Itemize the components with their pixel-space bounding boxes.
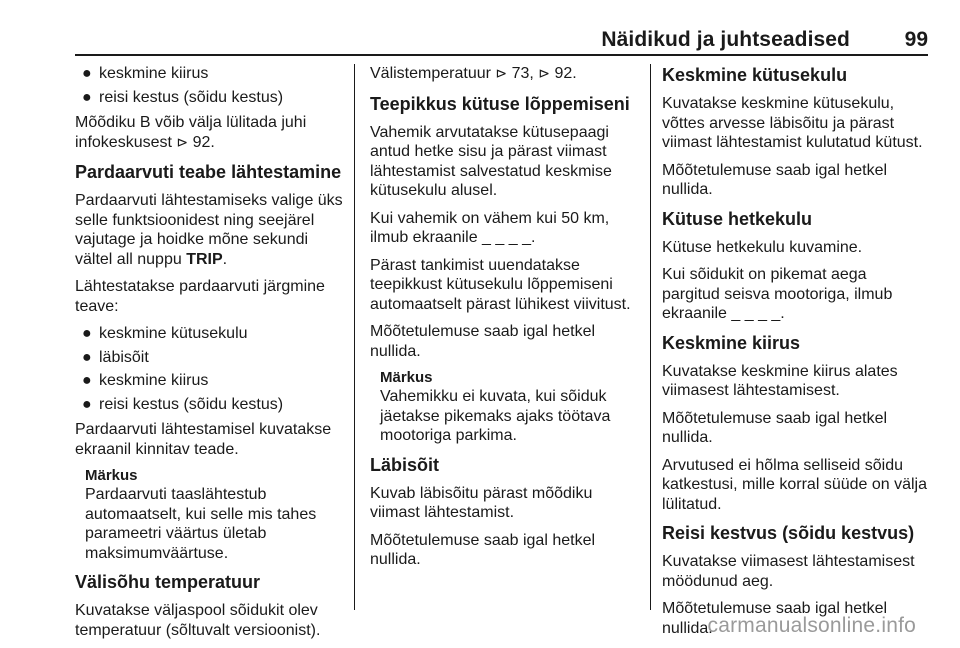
paragraph-distance-2: Mõõtetulemuse saab igal hetkel nullida.: [370, 531, 596, 568]
page-ref-icon: ⊳: [495, 66, 508, 82]
list-item: ● reisi kestus (sõidu kestus): [82, 88, 284, 106]
heading-reset: Pardaarvuti teabe lähtestamine: [75, 162, 342, 182]
heading-range: Teepikkus kütuse lõppemiseni: [370, 93, 630, 114]
heading-instant-consumption: Kütuse hetkekulu: [662, 208, 813, 229]
bullet-icon: ●: [82, 372, 92, 389]
paragraph-avg-speed-3: Arvutused ei hõlma selliseid sõidu katkestusi, mille korral süüde on välja lülitatud.: [662, 456, 928, 513]
list-item: ● keskmine kiirus: [82, 372, 209, 389]
bullet-icon: ●: [82, 348, 92, 366]
page-ref-icon: ⊳: [176, 134, 189, 151]
paragraph-instant-1: Kütuse hetkekulu kuvamine.: [662, 238, 863, 256]
list-item: ● keskmine kütusekulu: [82, 325, 248, 342]
paragraph-avg-consumption-2: Mõõtetulemuse saab igal hetkel nullida.: [662, 161, 888, 198]
heading-trip-duration: Reisi kestvus (sõidu kestvus): [662, 523, 915, 543]
paragraph-avg-consumption-1: Kuvatakse keskmine kütusekulu, võttes arvesse läbisõitu ja pärast viimast lähtestamist kulutatud kütust.: [662, 95, 923, 151]
paragraph-reset: Pardaarvuti lähtestamiseks valige üks selle funktsioonidest ning seejärel vajutage ja hoidke mõne sekundi vältel all nuppu TRIP.: [75, 192, 343, 268]
paragraph-instant-2: Kui sõidukit on pikemat aega pargitud seisva mootoriga, ilmub ekraanile _ _ _ _.: [662, 266, 893, 322]
bullet-icon: ●: [82, 65, 92, 82]
list-item: ● keskmine kiirus: [82, 65, 209, 82]
paragraph-reset-2: Lähtestatakse pardaarvuti järgmine teave:: [75, 278, 325, 315]
paragraph-range-1: Vahemik arvutatakse kütusepaagi antud hetke sisu ja pärast viimast lähtestamist salvestatud keskmise kütusekulu alusel.: [370, 123, 612, 199]
heading-distance: Läbisõit: [370, 454, 440, 475]
heading-avg-consumption: Keskmine kütusekulu: [662, 65, 848, 85]
heading-outside-temp: Välisõhu temperatuur: [75, 572, 261, 592]
note-title: Märkus: [85, 467, 138, 484]
note-text: Vahemikku ei kuvata, kui sõiduk jäetakse pikemaks ajaks töötava mootoriga parkima.: [380, 388, 611, 444]
note-title: Märkus: [380, 369, 433, 386]
bullet-icon: ●: [82, 395, 92, 413]
page-ref-icon: ⊳: [538, 66, 550, 82]
paragraph-range-4: Mõõtetulemuse saab igal hetkel nullida.: [370, 323, 596, 360]
paragraph-range-2: Kui vahemik on vähem kui 50 km, ilmub ekraanile _ _ _ _.: [370, 209, 610, 246]
bullet-list-reset: [75, 324, 343, 414]
page-number: 99: [904, 28, 928, 51]
column-divider-1: [354, 64, 355, 610]
note-box: [380, 369, 642, 446]
paragraph-meter-b: Mõõdiku B võib välja lülitada juhi infokeskusest ⊳ 92.: [75, 114, 307, 151]
page-title: Näidikud ja juhtseadised: [601, 28, 850, 51]
list-item: ● läbisõit: [82, 348, 149, 366]
paragraph-outside-temp: Kuvatakse väljaspool sõidukit olev temperatuur (sõltuvalt versioonist).: [75, 602, 321, 639]
paragraph-avg-speed-2: Mõõtetulemuse saab igal hetkel nullida.: [662, 409, 888, 446]
paragraph-distance-1: Kuvab läbisõitu pärast mõõdiku viimast lähtestamist.: [370, 484, 593, 521]
trip-button-label: TRIP: [186, 250, 223, 268]
paragraph-trip-2: Mõõtetulemuse saab igal hetkel nullida.: [662, 600, 888, 637]
header-rule: [75, 54, 928, 56]
list-item: ● reisi kestus (sõidu kestus): [82, 395, 284, 413]
heading-avg-speed: Keskmine kiirus: [662, 332, 801, 353]
paragraph-reset-3: Pardaarvuti lähtestamisel kuvatakse ekraanil kinnitav teade.: [75, 421, 332, 458]
paragraph-temp-ref: Välistemperatuur ⊳ 73, ⊳ 92.: [370, 65, 577, 82]
bullet-icon: ●: [82, 88, 92, 106]
note-text: Pardaarvuti taaslähtestub automaatselt, kui selle mis tahes parameetri väärtus ületab maksimumväärtuse.: [85, 486, 317, 562]
column-3: [662, 64, 928, 646]
paragraph-trip-1: Kuvatakse viimasest lähtestamisest möödunud aeg.: [662, 553, 915, 590]
column-1: [75, 64, 343, 648]
bullet-icon: ●: [82, 325, 92, 342]
note-box: [85, 467, 343, 563]
column-2: [370, 64, 642, 578]
watermark-text: carmanualsonline.info: [707, 614, 916, 637]
page-header: [75, 28, 928, 53]
bullet-list-top: [75, 64, 343, 107]
column-divider-2: [650, 64, 651, 610]
paragraph-range-3: Pärast tankimist uuendatakse teepikkust kütusekulu lõppemiseni automaatselt pärast lühikest viivitust.: [370, 256, 631, 313]
paragraph-avg-speed-1: Kuvatakse keskmine kiirus alates viimasest lähtestamisest.: [662, 362, 898, 399]
